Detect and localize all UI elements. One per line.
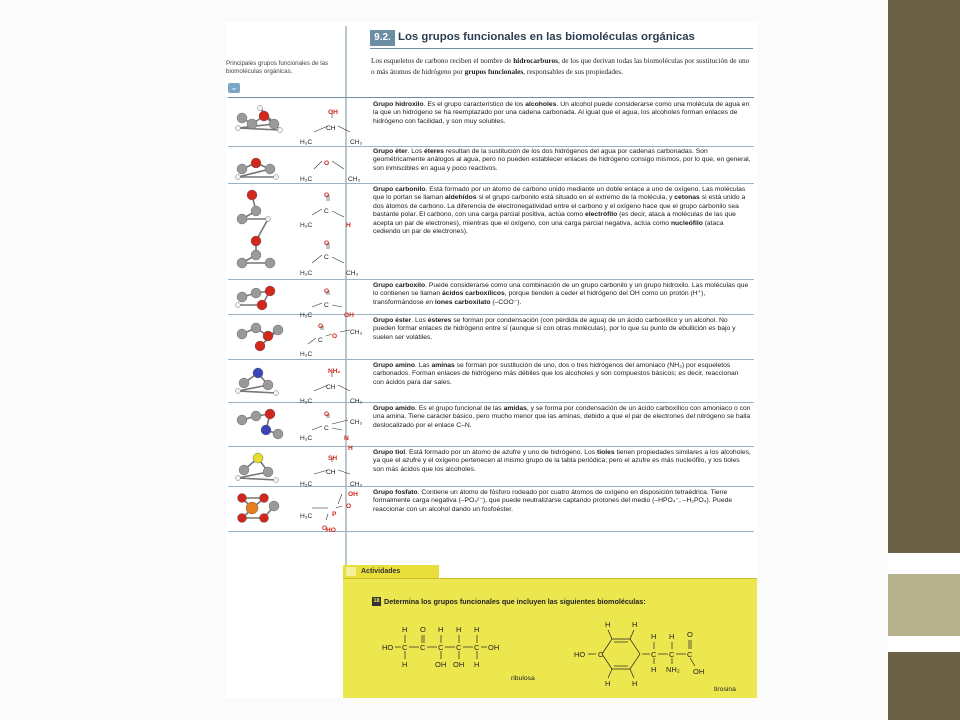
- group-row-amino: [228, 359, 754, 403]
- group-description: [373, 101, 751, 126]
- group-description: [373, 362, 751, 387]
- formula-atom: H₃C: [300, 481, 313, 488]
- svg-text:C: C: [420, 643, 426, 652]
- section-title: Los grupos funcionales en las biomoléculas orgánicas: [398, 31, 695, 43]
- group-row-hidroxilo: [228, 97, 754, 147]
- formula-atom: OH: [328, 109, 338, 116]
- formula-atom: CH₃: [350, 398, 363, 405]
- ribulosa-structure: [380, 622, 530, 677]
- text-run: si está unido a dos átomos de carbono. La diferencia de electronegatividad entre el carbono y el oxígeno hace que el grupo carbonilo sea bastante polar. El carbono, con una carga parcial positiva, actúa como: [373, 194, 746, 219]
- svg-text:H: H: [632, 679, 638, 688]
- formula-atom: H₃C: [300, 398, 313, 405]
- formula-atom: CH: [326, 125, 336, 132]
- activities-icon: [346, 567, 356, 576]
- text-run: . Puede considerarse como una combinación de un grupo carbonilo y un grupo hidroxilo. Las moléculas que lo contienen se llaman: [373, 282, 749, 298]
- formula-atom: CH₃: [350, 329, 363, 336]
- bold-term: ésteres: [427, 317, 452, 324]
- formula-atom: O: [322, 525, 328, 532]
- bold-term: grupos funcionales: [464, 66, 524, 76]
- formula-atom: O: [324, 240, 330, 247]
- ball-stick-model-icon: [230, 98, 290, 146]
- text-run: se forman por sustitución de uno, dos o tres hidrógenos del amoniaco (NH₃) por esqueletos carbonados. Forman enlaces de hidrógeno más débiles que los alcoholes y son compuestos básicos; es decir, reaccionan con ácidos para dar sales.: [373, 362, 739, 386]
- formula-atom: NH₂: [328, 368, 341, 375]
- svg-text:H: H: [456, 625, 462, 634]
- structural-formula: [298, 98, 368, 146]
- bold-term: éteres: [424, 148, 444, 155]
- svg-text:C: C: [651, 650, 657, 659]
- formula-atom: CH₃: [348, 176, 361, 183]
- ball-stick-model-icon: [230, 446, 290, 486]
- svg-text:C: C: [438, 643, 444, 652]
- text-run: . Está formado por un átomo de azufre y uno de hidrógeno. Los: [405, 449, 597, 456]
- formula-atom: O: [324, 411, 330, 418]
- side-strip-middle: [888, 574, 960, 636]
- group-row-carboxilo: [228, 279, 754, 319]
- svg-text:H: H: [632, 620, 638, 629]
- svg-text:C: C: [669, 650, 675, 659]
- question-number: 18: [373, 598, 380, 604]
- formula-atom: CH: [326, 469, 336, 476]
- structural-formula: [298, 446, 368, 486]
- bold-term: electrófilo: [585, 211, 618, 219]
- bold-term: hidrocarburos: [513, 56, 558, 65]
- ball-stick-model-icon: [230, 145, 290, 183]
- group-description: [373, 489, 751, 514]
- group-description: [373, 405, 751, 430]
- bold-term: Grupo fosfato: [373, 489, 418, 496]
- text-run: , de los que derivan todas las biomoléculas por sustitución de uno o más átomos de hidrógeno por: [371, 56, 750, 76]
- formula-atom: H₃C: [300, 312, 313, 319]
- formula-atom: C: [318, 337, 323, 344]
- svg-text:H: H: [438, 625, 444, 634]
- svg-text:H: H: [402, 660, 408, 669]
- text-run: . Los: [407, 148, 425, 155]
- group-description: [373, 449, 751, 474]
- svg-text:H: H: [651, 665, 657, 674]
- formula-atom: H₃C: [300, 139, 313, 146]
- chevron-down-icon: ⌄: [228, 83, 240, 93]
- ball-stick-model-icon: [230, 279, 290, 314]
- formula-atom: C: [324, 254, 329, 261]
- group-description: [373, 317, 751, 342]
- bold-term: ácidos carboxílicos: [442, 290, 505, 298]
- svg-text:C: C: [687, 650, 693, 659]
- structural-formula: [298, 314, 368, 359]
- formula-atom: H₃C: [300, 176, 313, 183]
- side-strip-bottom: [888, 652, 960, 720]
- formula-atom: CH₃: [350, 419, 363, 426]
- formula-atom: CH₃: [350, 481, 363, 488]
- formula-atom: O: [346, 503, 352, 510]
- intro-paragraph: [371, 56, 753, 77]
- text-run: . Contiene un átomo de fósforo rodeado por cuatro átomos de oxígeno en disposición tetraédrica. Tiene formalmente carga negativa (–PO₄²⁻), que puede neutralizarse captando protones del medio (–HPO₄⁻, –H₂PO₄). Puede reaccionar con un alcohol dando un fosfoéster.: [373, 489, 733, 513]
- formula-atom: C: [324, 425, 329, 432]
- ball-stick-model-icon: [230, 183, 290, 279]
- ball-stick-model-icon: [230, 402, 290, 446]
- text-run: . Es el grupo característico de los: [423, 101, 526, 108]
- formula-atom: CH₃: [350, 139, 363, 146]
- bold-term: alcoholes: [525, 101, 557, 108]
- formula-atom: OH: [348, 491, 358, 498]
- bold-term: Grupo amido: [373, 405, 415, 412]
- activities-tab: [343, 565, 439, 578]
- formula-atom: H₃C: [300, 435, 313, 442]
- group-description: [373, 148, 751, 173]
- text-run: . Los: [411, 317, 428, 324]
- bold-term: amidas: [503, 405, 527, 412]
- formula-atom: O: [332, 333, 338, 340]
- structural-formula: [298, 183, 368, 279]
- formula-atom: SH: [328, 455, 338, 462]
- title-rule: [370, 48, 753, 49]
- bold-term: aldehídos: [445, 194, 477, 202]
- structural-formula: [298, 279, 368, 319]
- bold-term: Grupo carbonilo: [373, 186, 426, 193]
- formula-atom: H: [348, 445, 353, 452]
- svg-text:C: C: [474, 643, 480, 652]
- group-row-ester: [228, 314, 754, 360]
- svg-text:O: O: [420, 625, 426, 634]
- bold-term: iones carboxilato: [434, 298, 491, 306]
- text-run: , y se forma por condensación de un ácido carboxílico con amoniaco o con una amina. Tiene carácter básico, pero mucho menor que las aminas, debido a que el par de electrones del nitrógeno se halla deslocalizado por el enlace C–N.: [373, 405, 751, 429]
- text-run: . Es el grupo funcional de las: [415, 405, 504, 412]
- text-run: . Está formado por un átomo de carbono unido mediante un doble enlace a uno de oxígeno. Las moléculas que lo portan se llaman: [373, 186, 746, 202]
- text-run: (–COO⁻).: [490, 298, 522, 306]
- group-row-amido: [228, 402, 754, 452]
- bold-term: cetonas: [674, 194, 700, 202]
- formula-atom: H₃C: [300, 351, 313, 358]
- text-run: se forman por condensación (con pérdida de agua) de un ácido carboxílico y un alcohol. No pueden formar enlaces de hidrógeno entre sí (aunque sí con otras moléculas), por lo que su punto de ebullición es bajo y suelen ser volátiles.: [373, 317, 736, 341]
- svg-text:OH: OH: [453, 660, 465, 669]
- formula-atom: H₃C: [300, 270, 313, 277]
- bold-term: Grupo amino: [373, 362, 415, 369]
- svg-text:H: H: [474, 660, 480, 669]
- svg-text:H: H: [474, 625, 480, 634]
- structural-formula: [298, 359, 368, 405]
- structural-formula: [298, 402, 368, 452]
- side-caption: Principales grupos funcionales de las biomoléculas orgánicas.: [226, 60, 329, 75]
- formula-atom: C: [324, 208, 329, 215]
- ball-stick-model-icon: [230, 359, 290, 402]
- ribulosa-label: ribulosa: [511, 675, 535, 682]
- structural-formula: [298, 486, 368, 534]
- bold-term: nucleófilo: [670, 219, 703, 227]
- group-row-carbonilo: [228, 183, 754, 280]
- text-run: (es decir, ataca a moléculas de las que acepta un par de electrones), mientras que el oxígeno, con una carga parcial negativa, actúa como: [373, 211, 736, 227]
- svg-text:OH: OH: [693, 667, 705, 676]
- formula-atom: CH₃: [346, 270, 359, 277]
- text-run: , responsables de sus propiedades.: [523, 66, 623, 76]
- svg-text:H: H: [402, 625, 408, 634]
- activities-tab-label: Actividades: [361, 568, 401, 575]
- svg-text:C: C: [456, 643, 462, 652]
- svg-text:OH: OH: [435, 660, 447, 669]
- text-run: Los esqueletos de carbono reciben el nombre de: [371, 56, 514, 65]
- svg-text:HO: HO: [382, 643, 394, 652]
- ball-stick-model-icon: [230, 486, 290, 531]
- formula-atom: C: [324, 302, 329, 309]
- bold-term: aminas: [431, 362, 455, 369]
- side-strip-top: [888, 0, 960, 553]
- text-run: . Un alcohol puede considerarse como una molécula de agua en la que un hidrógeno se ha reemplazado por una cadena carbonada. Al igual que el agua, los alcoholes forman enlaces de hidrógeno con facilidad, y son muy solubles.: [373, 101, 750, 125]
- svg-text:OH: OH: [488, 643, 500, 652]
- svg-text:C: C: [598, 650, 604, 659]
- text-run: (ataca cediendo un par de electrones).: [373, 219, 724, 236]
- svg-text:H: H: [605, 679, 611, 688]
- activities-rule: [343, 578, 757, 579]
- formula-atom: N: [344, 435, 349, 442]
- bold-term: Grupo tiol: [373, 449, 406, 456]
- formula-atom: O: [324, 160, 330, 167]
- formula-atom: P: [332, 511, 337, 518]
- formula-atom: O: [324, 192, 330, 199]
- formula-atom: H: [346, 222, 351, 229]
- formula-atom: H₃C: [300, 513, 313, 520]
- text-run: tienen propiedades similares a los alcoholes, ya que el azufre y el oxígeno pertenecen al mismo grupo de la tabla periódica; pero el azufre es más nucleófilo, y los tioles son más ácidos que los alcoholes.: [373, 449, 751, 473]
- group-row-eter: [228, 145, 754, 184]
- question-text: Determina los grupos funcionales que incluyen las siguientes biomoléculas:: [384, 597, 646, 606]
- formula-atom: O: [324, 288, 330, 295]
- text-run: resultan de la sustitución de los dos hidrógenos del agua por cadenas carbonadas. Son geométricamente análogos al agua, pero no pueden establecer enlaces de hidrógeno consigo mismos, por lo que, en general, son inmiscibles en agua y poco reactivos.: [373, 148, 751, 172]
- tirosina-structure: [572, 612, 712, 690]
- section-number: 9.2.: [370, 30, 395, 46]
- formula-atom: CH: [326, 384, 336, 391]
- group-description: [373, 282, 751, 307]
- svg-text:H: H: [669, 632, 675, 641]
- text-run: . Las: [415, 362, 432, 369]
- svg-text:NH₂: NH₂: [666, 665, 680, 674]
- bold-term: Grupo hidroxilo: [373, 101, 424, 108]
- formula-atom: O: [318, 323, 324, 330]
- group-description: [373, 186, 751, 236]
- bold-term: Grupo éter: [373, 148, 408, 155]
- bold-term: Grupo carboxilo: [373, 282, 426, 289]
- tirosina-label: tirosina: [714, 686, 736, 693]
- formula-atom: OH: [344, 312, 354, 319]
- text-run: , porque tienden a ceder el hidrógeno del OH como un protón (H⁺), transformándose en: [373, 290, 706, 306]
- svg-text:H: H: [651, 632, 657, 641]
- svg-text:HO: HO: [574, 650, 586, 659]
- structural-formula: [298, 145, 368, 183]
- text-run: si el grupo carbonilo está situado en el extremo de la molécula, y: [476, 194, 675, 202]
- svg-text:H: H: [605, 620, 611, 629]
- svg-text:O: O: [687, 630, 693, 639]
- bold-term: Grupo éster: [373, 317, 412, 324]
- formula-atom: HO: [326, 527, 336, 534]
- group-row-fosfato: [228, 486, 754, 532]
- formula-atom: H₃C: [300, 222, 313, 229]
- group-row-tiol: [228, 446, 754, 487]
- svg-text:C: C: [402, 643, 408, 652]
- ball-stick-model-icon: [230, 314, 290, 359]
- bold-term: tioles: [597, 449, 615, 456]
